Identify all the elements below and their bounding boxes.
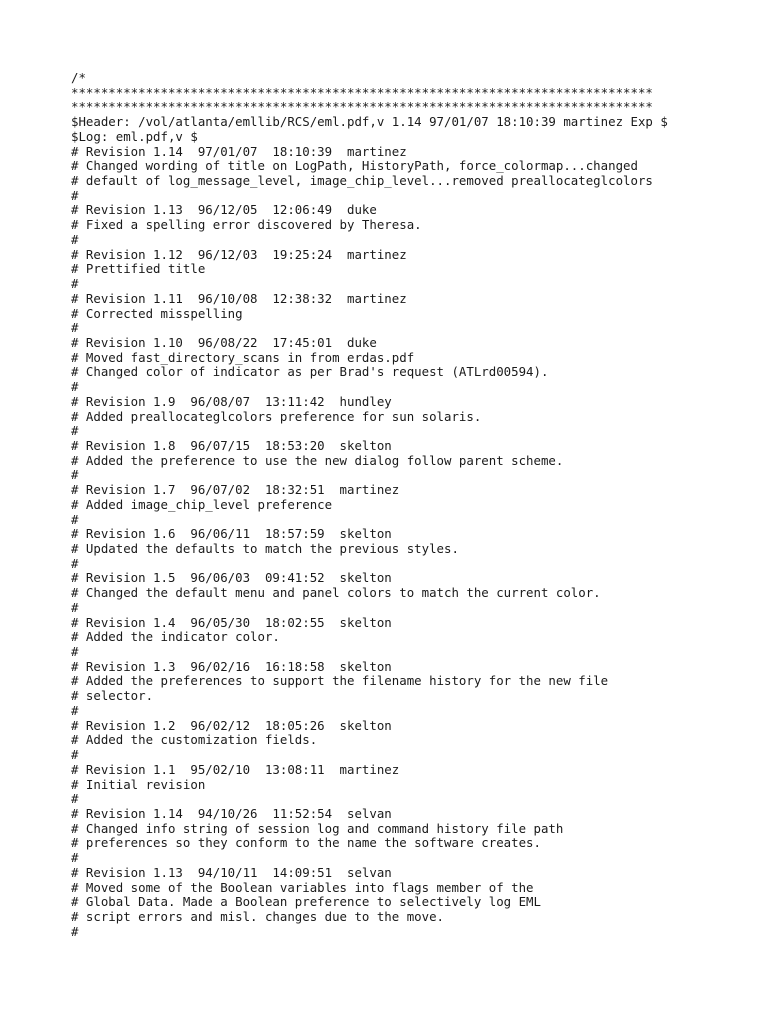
text-line: # Global Data. Made a Boolean preference to selectively log EML (71, 894, 541, 910)
text-line: # Changed the default menu and panel colors to match the current color. (71, 585, 601, 601)
text-line: # Revision 1.6 96/06/11 18:57:59 skelton (71, 526, 392, 542)
text-line: # (71, 511, 79, 527)
text-line: # (71, 599, 79, 615)
text-line: # Updated the defaults to match the previous styles. (71, 541, 459, 556)
text-line: # Revision 1.4 96/05/30 18:02:55 skelton (71, 614, 392, 630)
text-line: # (71, 423, 79, 439)
text-line: # script errors and misl. changes due to the move. (71, 908, 444, 924)
text-line: # Revision 1.1 95/02/10 13:08:11 martinez (71, 761, 400, 777)
text-line: # (71, 747, 79, 763)
text-line: # Corrected misspelling (71, 305, 243, 321)
text-line: # Changed color of indicator as per Brad's request (ATLrd00594). (71, 364, 549, 380)
text-line: # (71, 187, 79, 203)
text-line: # Added image_chip_level preference (71, 496, 333, 512)
text-line: # Revision 1.9 96/08/07 13:11:42 hundley (71, 393, 392, 409)
text-line: $Header: /vol/atlanta/emllib/RCS/eml.pdf,v 1.14 97/01/07 18:10:39 martinez Exp $ (71, 114, 668, 130)
text-line: # Revision 1.14 97/01/07 18:10:39 martinez (71, 143, 407, 159)
text-line: # Revision 1.14 94/10/26 11:52:54 selvan (71, 805, 392, 821)
text-line: # Revision 1.7 96/07/02 18:32:51 martinez (71, 482, 400, 498)
text-line: # Changed info string of session log and command history file path (71, 820, 564, 836)
text-line: # Initial revision (71, 776, 206, 792)
text-line: # Added the preference to use the new dialog follow parent scheme. (71, 452, 564, 468)
text-line: # (71, 276, 79, 292)
text-line: # (71, 231, 79, 247)
text-line: /* (71, 70, 86, 85)
text-line: # (71, 379, 79, 395)
text-line: # Revision 1.13 94/10/11 14:09:51 selvan (71, 864, 392, 880)
text-line: # preferences so they conform to the name the software creates. (71, 835, 541, 851)
text-line: # (71, 791, 79, 807)
text-line: # Fixed a spelling error discovered by Theresa. (71, 217, 422, 233)
text-line: # default of log_message_level, image_chip_level...removed preallocateglcolors (71, 173, 653, 189)
text-line: # Moved some of the Boolean variables into flags member of the (71, 879, 534, 895)
text-line: # Changed wording of title on LogPath, HistoryPath, force_colormap...changed (71, 158, 638, 174)
text-line: # (71, 467, 79, 483)
text-line: $Log: eml.pdf,v $ (71, 128, 198, 144)
text-line: ****************************************************************************** (71, 84, 653, 100)
text-line: # selector. (71, 688, 154, 704)
text-line: # Revision 1.3 96/02/16 16:18:58 skelton (71, 658, 392, 674)
text-line: # Revision 1.10 96/08/22 17:45:01 duke (71, 334, 377, 350)
text-line: # Revision 1.2 96/02/12 18:05:26 skelton (71, 717, 392, 733)
text-line: ****************************************************************************** (71, 99, 653, 115)
rcs-log-text (71, 71, 668, 939)
text-line: # (71, 320, 79, 336)
text-line: # (71, 702, 79, 718)
text-line: # (71, 555, 79, 571)
text-line: # Prettified title (71, 261, 206, 277)
text-line: # Added preallocateglcolors preference for sun solaris. (71, 408, 482, 424)
text-line: # Revision 1.12 96/12/03 19:25:24 martinez (71, 246, 407, 262)
text-line: # Revision 1.13 96/12/05 12:06:49 duke (71, 202, 377, 218)
text-line: # Added the indicator color. (71, 629, 280, 645)
text-line: # Added the customization fields. (71, 732, 318, 748)
text-line: # Moved fast_directory_scans in from erdas.pdf (71, 349, 415, 365)
text-line: # Revision 1.8 96/07/15 18:53:20 skelton (71, 437, 392, 453)
text-line: # (71, 923, 79, 939)
text-line: # Added the preferences to support the filename history for the new file (71, 673, 609, 689)
text-line: # (71, 644, 79, 660)
text-line: # Revision 1.5 96/06/03 09:41:52 skelton (71, 570, 392, 586)
text-line: # (71, 850, 79, 866)
text-line: # Revision 1.11 96/10/08 12:38:32 martinez (71, 290, 407, 306)
